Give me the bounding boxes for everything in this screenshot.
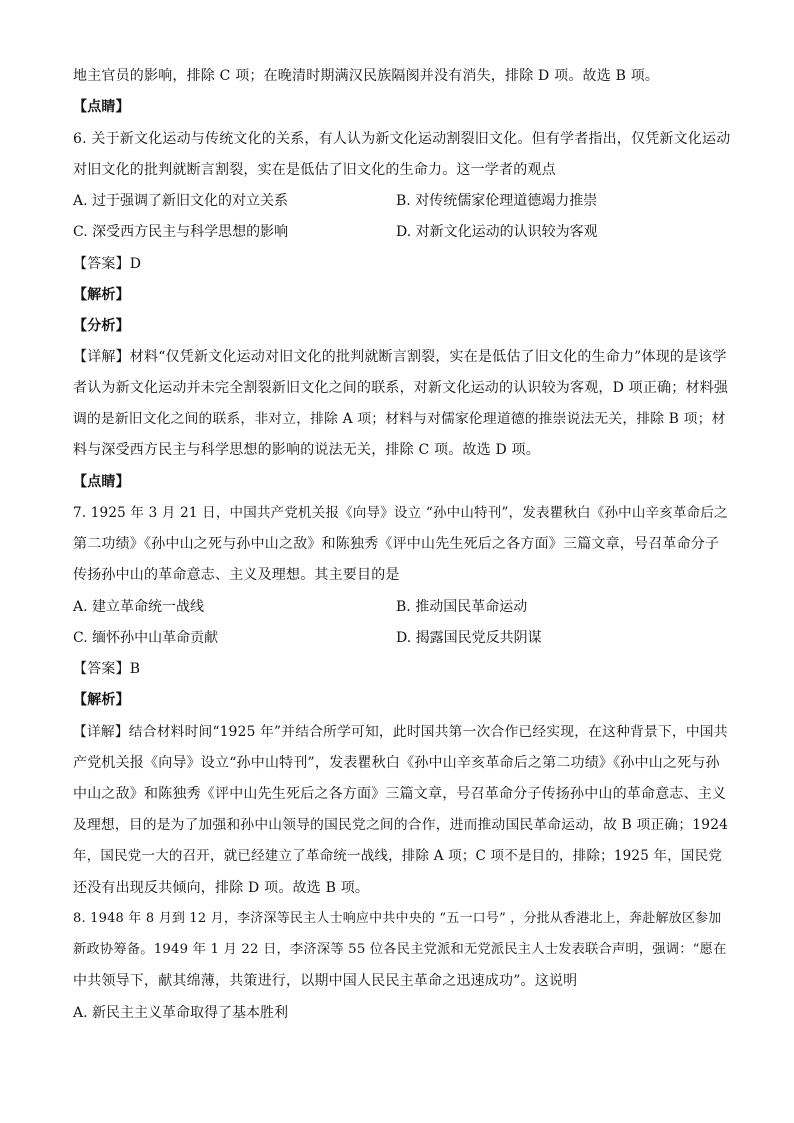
question-7-explanation: 年，国民党一大的召开，就已经建立了革命统一战线，排除 A 项；C 项不是目的，排除；1925 年，国民党	[73, 848, 722, 864]
question-8-option-a: A. 新民主主义革命取得了基本胜利	[73, 1005, 289, 1021]
question-7-stem: 第二功绩》《孙中山之死与孙中山之敌》和陈独秀《评中山先生死后之各方面》三篇文章，号召革命分子	[73, 536, 720, 552]
question-7-explanation: 产党机关报《向导》设立“孙中山特刊”，发表瞿秋白《孙中山辛亥革命后之第二功绩》《孙中山之死与孙	[73, 755, 720, 771]
text-line: 地主官员的影响，排除 C 项；在晚清时期满汉民族隔阂并没有消失，排除 D 项。故选 B 项。	[73, 68, 660, 84]
question-7-explanation: 及理想，目的是为了加强和孙中山领导的国民党之间的合作，进而推动国民革命运动，故 B 项正确；1924	[73, 817, 729, 833]
question-6-option-d: D. 对新文化运动的认识较为客观	[396, 224, 598, 240]
question-7-answer: 【答案】B	[73, 661, 141, 677]
question-7-option-b: B. 推动国民革命运动	[396, 599, 528, 615]
question-6-option-a: A. 过于强调了新旧文化的对立关系	[73, 193, 289, 209]
question-6-option-b: B. 对传统儒家伦理道德竭力推崇	[396, 193, 598, 209]
section-heading-fenxi: 【分析】	[73, 318, 130, 334]
section-heading-dianjing: 【点睛】	[73, 474, 130, 490]
question-7-option-a: A. 建立革命统一战线	[73, 599, 205, 615]
question-6-answer: 【答案】D	[73, 256, 142, 272]
question-7-option-c: C. 缅怀孙中山革命贡献	[73, 630, 219, 646]
section-heading-jiexi: 【解析】	[73, 287, 130, 303]
question-7-explanation: 【详解】结合材料时间“1925 年”并结合所学可知，此时国共第一次合作已经实现，在这种背景下，中国共	[73, 724, 728, 740]
section-heading-dianjing: 【点睛】	[73, 99, 130, 115]
question-6-explanation: 者认为新文化运动并未完全割裂新旧文化之间的联系，对新文化运动的认识较为客观，D 项正确；材料强	[73, 380, 729, 396]
question-8-stem: 中共领导下，献其绵薄，共策进行，以期中国人民民主革命之迅速成功”。这说明	[73, 973, 578, 989]
question-6-stem: 对旧文化的批判就断言割裂，实在是低估了旧文化的生命力。这一学者的观点	[73, 162, 556, 178]
question-6-explanation: 调的是新旧文化之间的联系，非对立，排除 A 项；材料与对儒家伦理道德的推崇说法无关，排除 B 项；材	[73, 411, 726, 427]
question-7-stem: 7. 1925 年 3 月 21 日，中国共产党机关报《向导》设立 “孙中山特刊”，发表瞿秋白《孙中山辛亥革命后之	[73, 505, 728, 521]
question-6-explanation: 料与深受西方民主与科学思想的影响的说法无关，排除 C 项。故选 D 项。	[73, 442, 540, 458]
question-7-stem: 传扬孙中山的革命意志、主义及理想。其主要目的是	[73, 567, 400, 583]
question-7-explanation: 还没有出现反共倾向，排除 D 项。故选 B 项。	[73, 880, 370, 896]
question-8-stem: 新政协筹备。1949 年 1 月 22 日，李济深等 55 位各民主党派和无党派民主人士发表联合声明，强调：“愿在	[73, 942, 727, 957]
question-6-stem: 6. 关于新文化运动与传统文化的关系，有人认为新文化运动割裂旧文化。但有学者指出，仅凭新文化运动	[73, 131, 731, 147]
section-heading-jiexi: 【解析】	[73, 692, 130, 708]
question-6-option-c: C. 深受西方民主与科学思想的影响	[73, 224, 289, 240]
question-6-explanation: 【详解】材料“仅凭新文化运动对旧文化的批判就断言割裂，实在是低估了旧文化的生命力”体现的是该学	[73, 349, 727, 365]
question-7-explanation: 中山之敌》和陈独秀《评中山先生死后之各方面》三篇文章，号召革命分子传扬孙中山的革命意志、主义	[73, 786, 727, 802]
question-7-option-d: D. 揭露国民党反共阴谋	[396, 630, 542, 646]
question-8-stem: 8. 1948 年 8 月到 12 月，李济深等民主人士响应中共中央的 “五一口号” ，分批从香港北上，奔赴解放区参加	[73, 911, 722, 926]
